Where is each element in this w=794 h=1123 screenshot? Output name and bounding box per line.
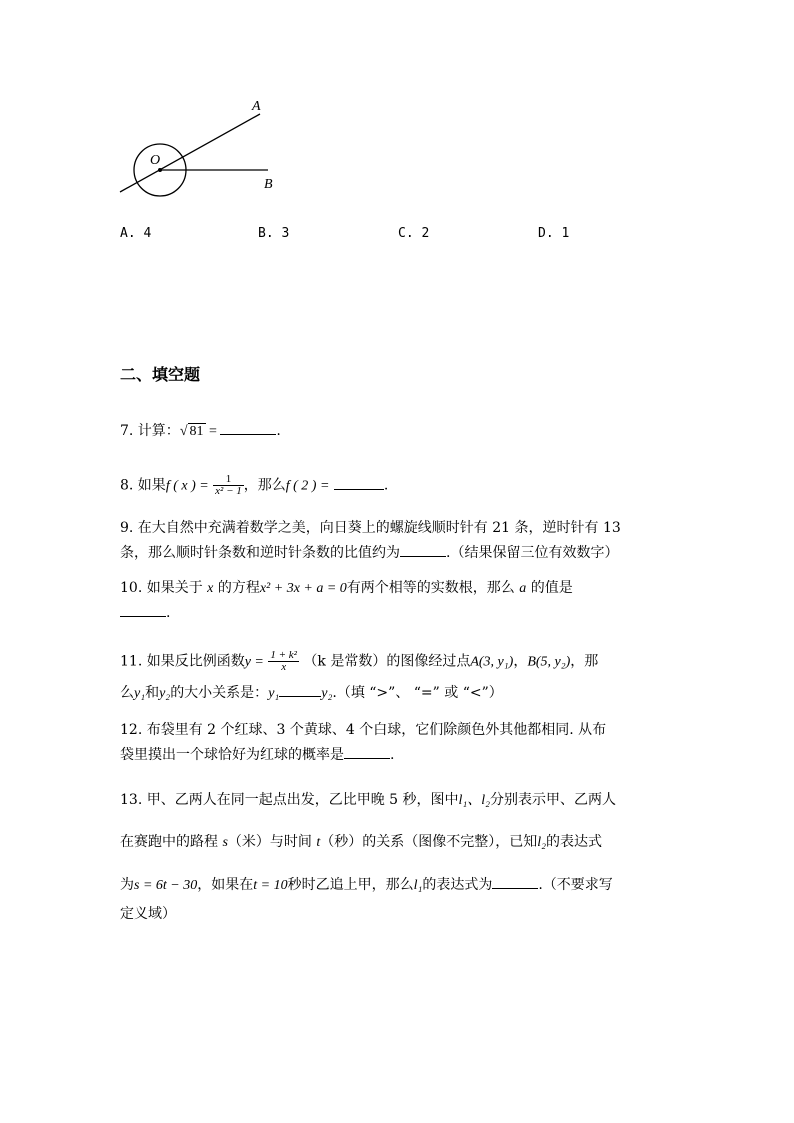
answer-blank-7[interactable] [220, 420, 276, 435]
answer-blank-10[interactable] [120, 602, 166, 617]
question-13-line-3: 为s = 6t − 30，如果在t = 10秒时乙追上甲，那么l₁的表达式为 .（不要求写 [120, 874, 613, 896]
answer-blank-12[interactable] [344, 744, 390, 759]
fraction-q11: $\frac{\text{1 + k²}}{x}$ [270, 649, 297, 673]
section-title: 二、填空题 [120, 365, 201, 384]
question-10-line-1: 10. 如果关于 x 的方程x² + 3x + a = 0有两个相等的实数根，那么 a 的值是 [120, 580, 573, 596]
question-9-line-1: 9. 在大自然中充满着数学之美，向日葵上的螺旋线顺时针有 21 条，逆时针有 13 [120, 520, 621, 536]
sqrt-expression: √ 81 [179, 424, 204, 439]
answer-blank-9[interactable] [400, 542, 446, 557]
question-9-line-2: 条，那么顺时针条数和逆时针条数的比值约为 .（结果保留三位有效数字） [120, 542, 618, 563]
question-13-line-2: 在赛跑中的路程 s（米）与时间 t（秒）的关系（图像不完整），已知l₂的表达式 [120, 834, 603, 850]
choice-d[interactable]: D. 1 [538, 226, 570, 241]
question-12-line-1: 12. 布袋里有 2 个红球、3 个黄球、4 个白球，它们除颜色外其他都相同. 从布 [120, 722, 607, 738]
fraction-q8: $\frac{1}{\text{x² − 1}}$ [215, 473, 242, 497]
answer-blank-11[interactable] [279, 682, 321, 697]
label-o: O [150, 153, 161, 168]
question-8: 8. 如果f ( x ) = $\frac{1}{\text{x² − 1}}$ ，那么f ( 2 ) = . [120, 473, 389, 497]
choice-b[interactable]: B. 3 [258, 226, 290, 241]
label-a: A [252, 99, 261, 114]
center-point [158, 168, 162, 172]
choice-a[interactable]: A. 4 [120, 226, 152, 241]
question-11-line-1: 11. 如果反比例函数y = $\frac{\text{1 + k²}}{x}$ （k 是常数）的图像经过点A(3, y₁)，B(5, y₂)，那 [120, 649, 599, 673]
answer-blank-8[interactable] [334, 475, 384, 490]
question-13-line-4: 定义域） [120, 906, 176, 922]
question-10-line-2: . [120, 602, 170, 623]
geometry-diagram [110, 92, 290, 202]
question-13-line-1: 13. 甲、乙两人在同一起点出发，乙比甲晚 5 秒，图中l₁、l₂分别表示甲、乙两人 [120, 792, 617, 808]
question-11-line-2: 么y₁和y₂的大小关系是：y₁ y₂.（填 “>”、 “=” 或 “<”） [120, 682, 503, 704]
question-7: 7. 计算：√ 81 = . [120, 420, 281, 442]
choice-c[interactable]: C. 2 [398, 226, 430, 241]
label-b: B [264, 177, 273, 192]
question-12-line-2: 袋里摸出一个球恰好为红球的概率是 . [120, 744, 394, 765]
answer-blank-13[interactable] [492, 874, 538, 889]
